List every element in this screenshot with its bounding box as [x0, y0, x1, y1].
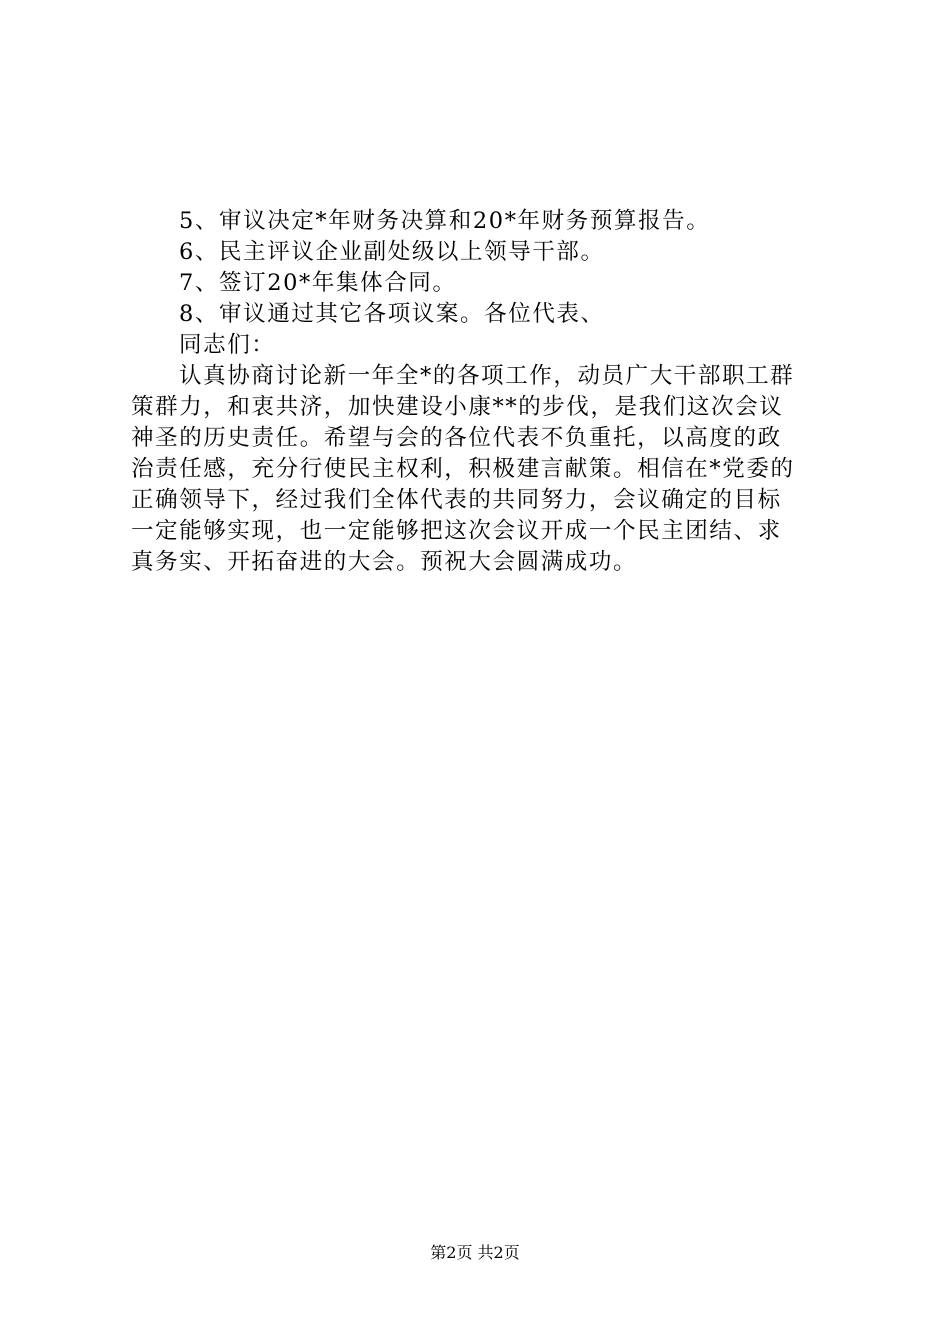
agenda-item-7: 7、签订20*年集体合同。: [179, 270, 457, 296]
agenda-item-6: 6、民主评议企业副处级以上领导干部。: [179, 239, 605, 265]
body-line: 正确领导下，经过我们全体代表的共同努力，会议确定的目标: [131, 487, 782, 513]
body-line: 一定能够实现，也一定能够把这次会议开成一个民主团结、求: [131, 518, 782, 544]
agenda-item-5: 5、审议决定*年财务决算和20*年财务预算报告。: [179, 208, 711, 234]
body-line: 策群力，和衷共济，加快建设小康**的步伐，是我们这次会议: [131, 394, 784, 420]
agenda-item-8: 8、审议通过其它各项议案。各位代表、: [179, 301, 605, 327]
document-body: [131, 206, 831, 578]
body-line: 神圣的历史责任。希望与会的各位代表不负重托，以高度的政: [131, 425, 782, 451]
body-line: 治责任感，充分行使民主权利，积极建言献策。相信在*党委的: [131, 456, 795, 482]
body-line: 真务实、开拓奋进的大会。预祝大会圆满成功。: [131, 549, 638, 575]
salutation: 同志们：: [179, 332, 276, 358]
body-line: 认真协商讨论新一年全*的各项工作，动员广大干部职工群: [179, 363, 795, 389]
page-number-footer: 第2页 共2页: [430, 1243, 520, 1262]
